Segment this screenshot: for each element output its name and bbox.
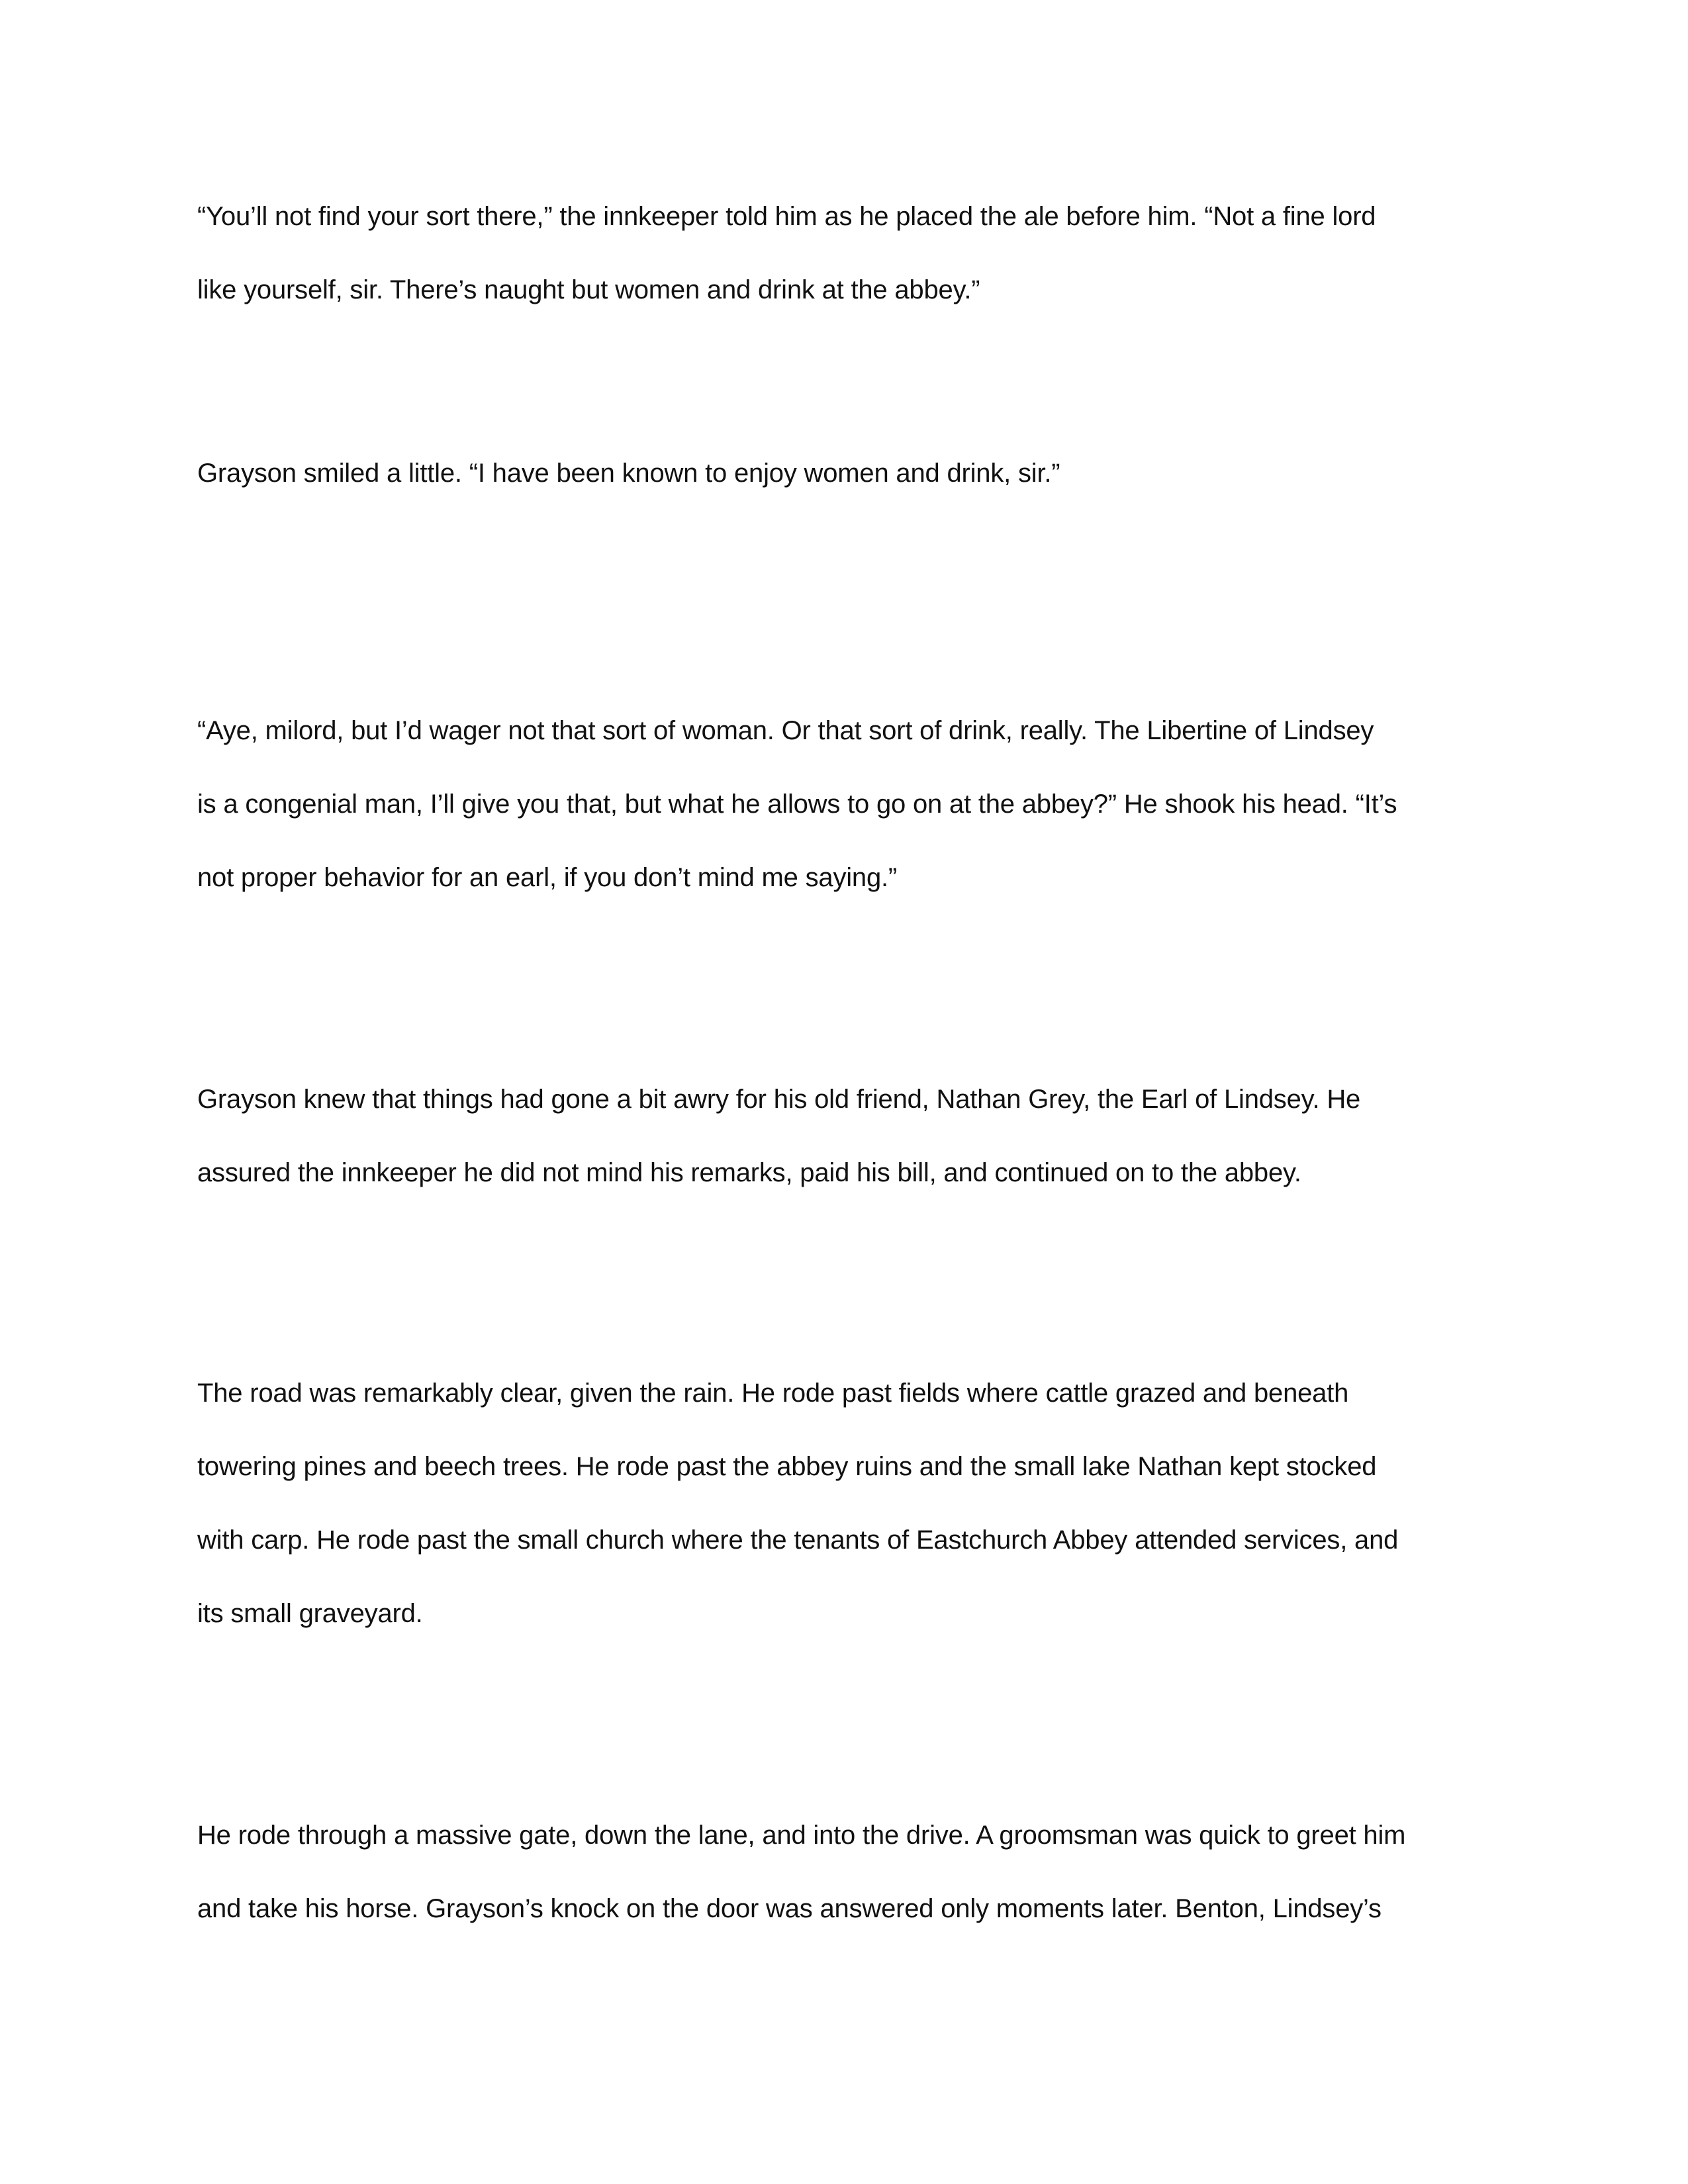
- paragraph-4-line-2: assured the innkeeper he did not mind his remarks, paid his bill, and continued on to the abbey.: [197, 1158, 1301, 1187]
- paragraph-6-line-1: He rode through a massive gate, down the lane, and into the drive. A groomsman was quick to greet him: [197, 1821, 1406, 1850]
- paragraph-3-line-3: not proper behavior for an earl, if you don’t mind me saying.”: [197, 863, 898, 892]
- paragraph-5-line-4: its small graveyard.: [197, 1599, 423, 1628]
- paragraph-5-line-2: towering pines and beech trees. He rode past the abbey ruins and the small lake Nathan kept stocked: [197, 1452, 1377, 1481]
- paragraph-5-line-3: with carp. He rode past the small church where the tenants of Eastchurch Abbey attended services, and: [197, 1525, 1399, 1555]
- paragraph-5-line-1: The road was remarkably clear, given the rain. He rode past fields where cattle grazed and beneath: [197, 1379, 1349, 1408]
- paragraph-6-line-2: and take his horse. Grayson’s knock on the door was answered only moments later. Benton, Lindsey’s: [197, 1894, 1382, 1923]
- paragraph-3-line-2: is a congenial man, I’ll give you that, but what he allows to go on at the abbey?” He shook his head. “It’s: [197, 790, 1397, 819]
- paragraph-1-line-2: like yourself, sir. There’s naught but women and drink at the abbey.”: [197, 275, 980, 304]
- paragraph-1-line-1: “You’ll not find your sort there,” the innkeeper told him as he placed the ale before him. “Not a fine lord: [197, 202, 1376, 231]
- paragraph-2-line-1: Grayson smiled a little. “I have been known to enjoy women and drink, sir.”: [197, 459, 1060, 488]
- paragraph-3-line-1: “Aye, milord, but I’d wager not that sort of woman. Or that sort of drink, really. The Libertine of Lindsey: [197, 716, 1374, 745]
- paragraph-4-line-1: Grayson knew that things had gone a bit awry for his old friend, Nathan Grey, the Earl of Lindsey. He: [197, 1085, 1361, 1114]
